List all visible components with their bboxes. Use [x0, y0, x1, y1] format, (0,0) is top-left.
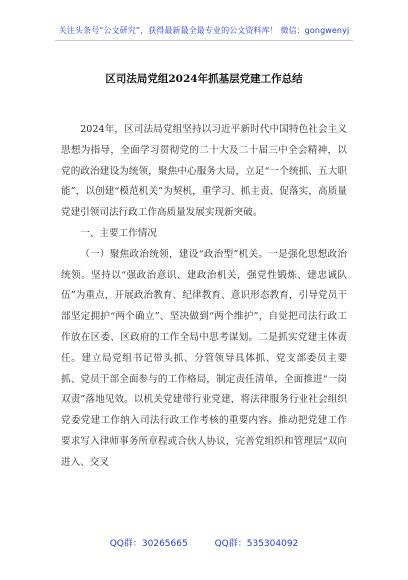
header-divider: [55, 40, 353, 41]
qq-group-1: QQ群：30265665: [109, 539, 188, 549]
document-title: 区司法局党组2024年抓基层党建工作总结: [105, 73, 303, 85]
qq-group-2: QQ群：535304092: [214, 539, 299, 549]
header-promo-text: 关注头条号“公文研究”，获得最新最全最专业的公文资料库！ 微信：gongwenyj: [58, 26, 350, 35]
document-body: [61, 120, 347, 474]
footer-promo: [0, 536, 408, 549]
paragraph-section-1: （一）聚焦政治统领，建设“政治型”机关。一是强化思想政治统领。坚持以“强政治意识、建政治机关，强党性锻炼、建忠诚队伍”为重点，开展政治教育、纪律教育、意识形态教育，引导党员干部坚定拥护“两个确立”、坚决做到“两个维护”，自觉把司法行政工作放在区委、区政府的工作全局中思考谋划。二是抓实党建主体责任。建立局党组书记带头抓、分管领导具体抓、党支部委员主要抓、党员干部全面参与的工作格局，制定责任清单，全面推进“一岗双责”落地见效。以机关党建带行业党建，将法律服务行业社会组织党委党建工作纳入司法行政工作考核的重要内容。推动把党建工作要求写入律师事务所章程或合伙人协议，完善党组织和管理层“双向进入、交叉: [61, 248, 347, 468]
section-heading: 一、主要工作情况: [80, 227, 157, 239]
paragraph-intro: 2024年，区司法局党组坚持以习近平新时代中国特色社会主义思想为指导，全面学习贯彻党的二十大及二十届三中全会精神，以党的政治建设为统领，聚焦中心服务大局，立足“一个统抓、五大职能”，以创建“模范机关”为契机，重学习、抓主责、促落实，高质量党建引领司法行政工作高质量发展实现新突破。: [61, 124, 347, 219]
